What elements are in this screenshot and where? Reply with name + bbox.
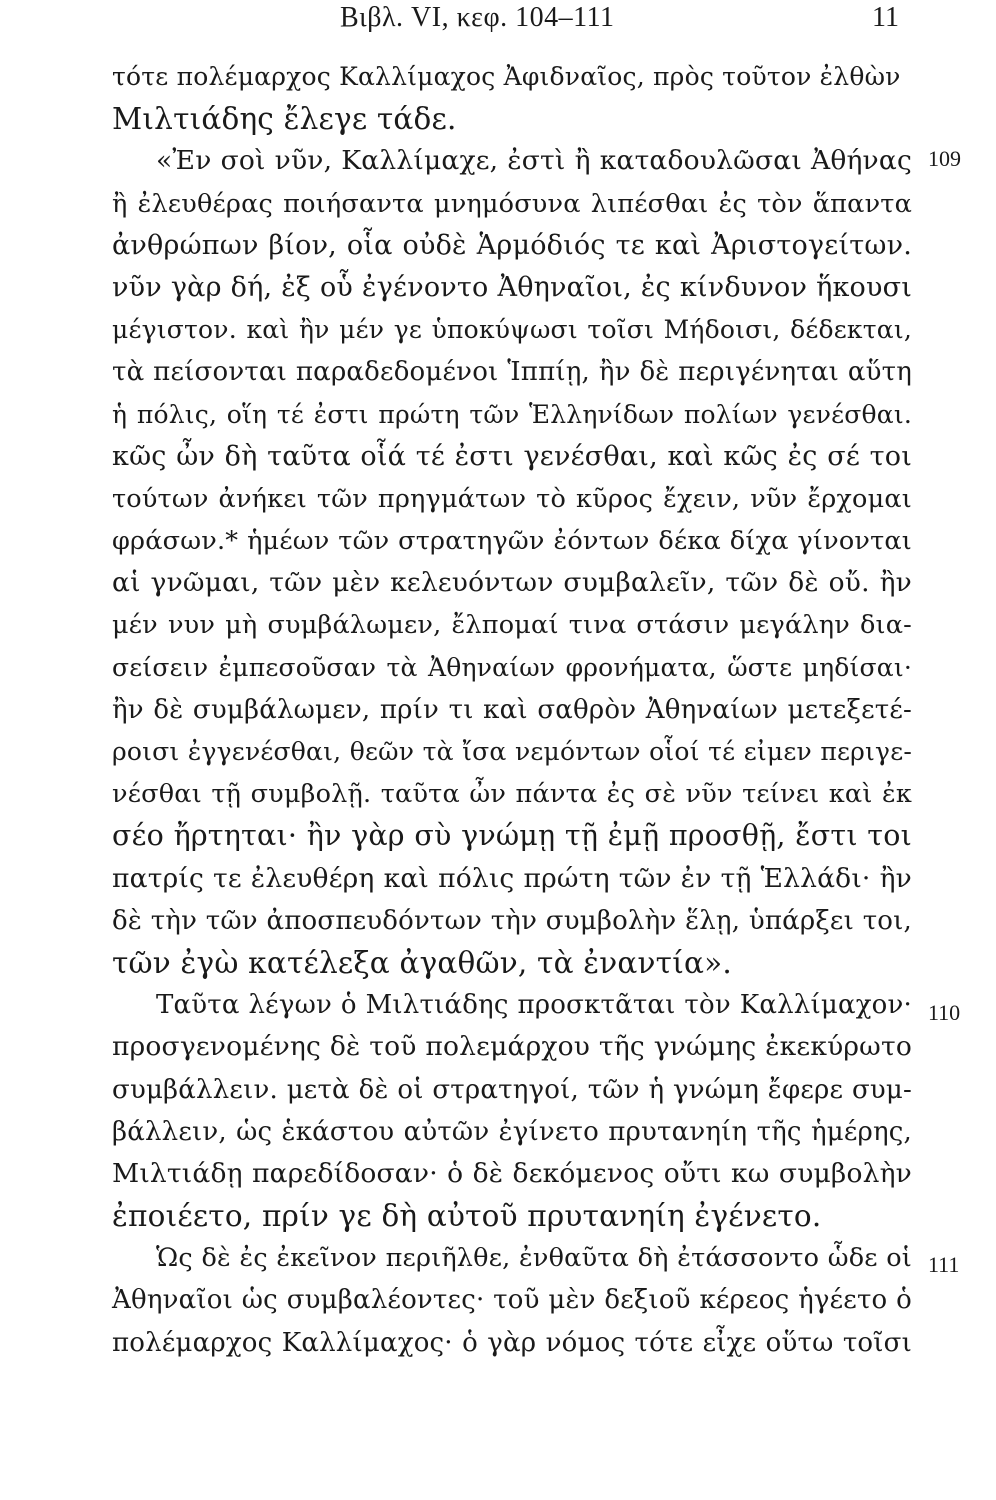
text-line: τούτων ἀνήκει τῶν πρηγμάτων τὸ κῦρος ἔχειν, νῦν ἔρχομαι (112, 483, 912, 514)
text-line: σέο ἤρτηται· ἢν γὰρ σὺ γνώμῃ τῇ ἐμῇ προσθῇ, ἔστι τοι (112, 819, 912, 853)
text-line: ἡ πόλις, οἵη τέ ἐστι πρώτη τῶν Ἑλληνίδων πολίων γενέσθαι. (112, 399, 912, 429)
text-line: σείσειν ἐμπεσοῦσαν τὰ Ἀθηναίων φρονήματα, ὥστε μηδίσαι· (112, 652, 912, 682)
text-line: μέγιστον. καὶ ἢν μέν γε ὑποκύψωσι τοῖσι Μήδοισι, δέδεκται, (112, 315, 912, 345)
text-line: Ἀθηναῖοι ὡς συμβαλέοντες· τοῦ μὲν δεξιοῦ κέρεος ἡγέετο ὁ (112, 1285, 912, 1316)
text-line: ἀνθρώπων βίον, οἷα οὐδὲ Ἁρμόδιός τε καὶ Ἀριστογείτων. (112, 229, 912, 261)
text-line: αἱ γνῶμαι, τῶν μὲν κελευόντων συμβαλεῖν, τῶν δὲ οὔ. ἢν (112, 567, 912, 599)
text-line: Μιλτιάδης ἔλεγε τάδε. (112, 102, 457, 137)
text-line: ἐποιέετο, πρίν γε δὴ αὐτοῦ πρυτανηίη ἐγένετο. (112, 1199, 822, 1234)
chapter-margin-number: 109 (928, 146, 961, 171)
page-header (0, 2, 996, 38)
text-line: πολέμαρχος Καλλίμαχος· ὁ γὰρ νόμος τότε εἶχε οὕτω τοῖσι (112, 1327, 912, 1358)
text-line: μέν νυν μὴ συμβάλωμεν, ἔλπομαί τινα στάσιν μεγάλην δια- (112, 610, 912, 641)
text-line: Ταῦτα λέγων ὁ Μιλτιάδης προσκτᾶται τὸν Καλλίμαχον· (156, 990, 912, 1021)
text-body (112, 56, 912, 1364)
page-number: 11 (872, 2, 899, 33)
text-line: νῦν γὰρ δή, ἐξ οὗ ἐγένοντο Ἀθηναῖοι, ἐς κίνδυνον ἥκουσι (112, 271, 912, 303)
chapter-margin-number: 111 (928, 1252, 960, 1277)
text-line: ἢν δὲ συμβάλωμεν, πρίν τι καὶ σαθρὸν Ἀθηναίων μετεξετέ- (112, 694, 912, 725)
text-line: Ὡς δὲ ἐς ἐκεῖνον περιῆλθε, ἐνθαῦτα δὴ ἐτάσσοντο ὧδε οἱ (156, 1243, 912, 1274)
text-line: «Ἐν σοὶ νῦν, Καλλίμαχε, ἐστὶ ἢ καταδουλῶσαι Ἀθήνας (156, 145, 912, 177)
text-line: πατρίς τε ἐλευθέρη καὶ πόλις πρώτη τῶν ἐν τῇ Ἑλλάδι· ἢν (112, 862, 912, 894)
text-line: προσγενομένης δὲ τοῦ πολεμάρχου τῆς γνώμης ἐκεκύρωτο (112, 1031, 912, 1063)
running-title: Βιβλ. VI, κεφ. 104–111 (340, 2, 615, 33)
text-line: ροισι ἐγγενέσθαι, θεῶν τὰ ἴσα νεμόντων οἷοί τέ εἰμεν περιγε- (112, 737, 912, 766)
text-line: βάλλειν, ὡς ἑκάστου αὐτῶν ἐγίνετο πρυτανηίη τῆς ἡμέρης, (112, 1116, 912, 1147)
text-line: δὲ τὴν τῶν ἀποσπευδόντων τὴν συμβολὴν ἕλῃ, ὑπάρξει τοι, (112, 905, 912, 936)
text-line: συμβάλλειν. μετὰ δὲ οἱ στρατηγοί, τῶν ἡ γνώμη ἔφερε συμ- (112, 1074, 912, 1105)
text-line: τὰ πείσονται παραδεδομένοι Ἱππίῃ, ἢν δὲ περιγένηται αὕτη (112, 357, 912, 388)
text-line: τῶν ἐγὼ κατέλεξα ἀγαθῶν, τὰ ἐναντία». (112, 945, 732, 980)
text-line: τότε πολέμαρχος Καλλίμαχος Ἀφιδναῖος, πρὸς τοῦτον ἐλθὼν (112, 62, 901, 91)
text-line: νέσθαι τῇ συμβολῇ. ταῦτα ὦν πάντα ἐς σὲ νῦν τείνει καὶ ἐκ (112, 779, 912, 810)
text-line: Μιλτιάδῃ παρεδίδοσαν· ὁ δὲ δεκόμενος οὔτι κω συμβολὴν (112, 1157, 912, 1189)
text-line: ἢ ἐλευθέρας ποιήσαντα μνημόσυνα λιπέσθαι ἐς τὸν ἅπαντα (112, 188, 912, 219)
text-line: κῶς ὦν δὴ ταῦτα οἷά τέ ἐστι γενέσθαι, καὶ κῶς ἐς σέ τοι (112, 440, 912, 472)
chapter-margin-number: 110 (928, 1000, 961, 1025)
text-line: φράσων.* ἡμέων τῶν στρατηγῶν ἐόντων δέκα δίχα γίνονται (112, 526, 912, 557)
